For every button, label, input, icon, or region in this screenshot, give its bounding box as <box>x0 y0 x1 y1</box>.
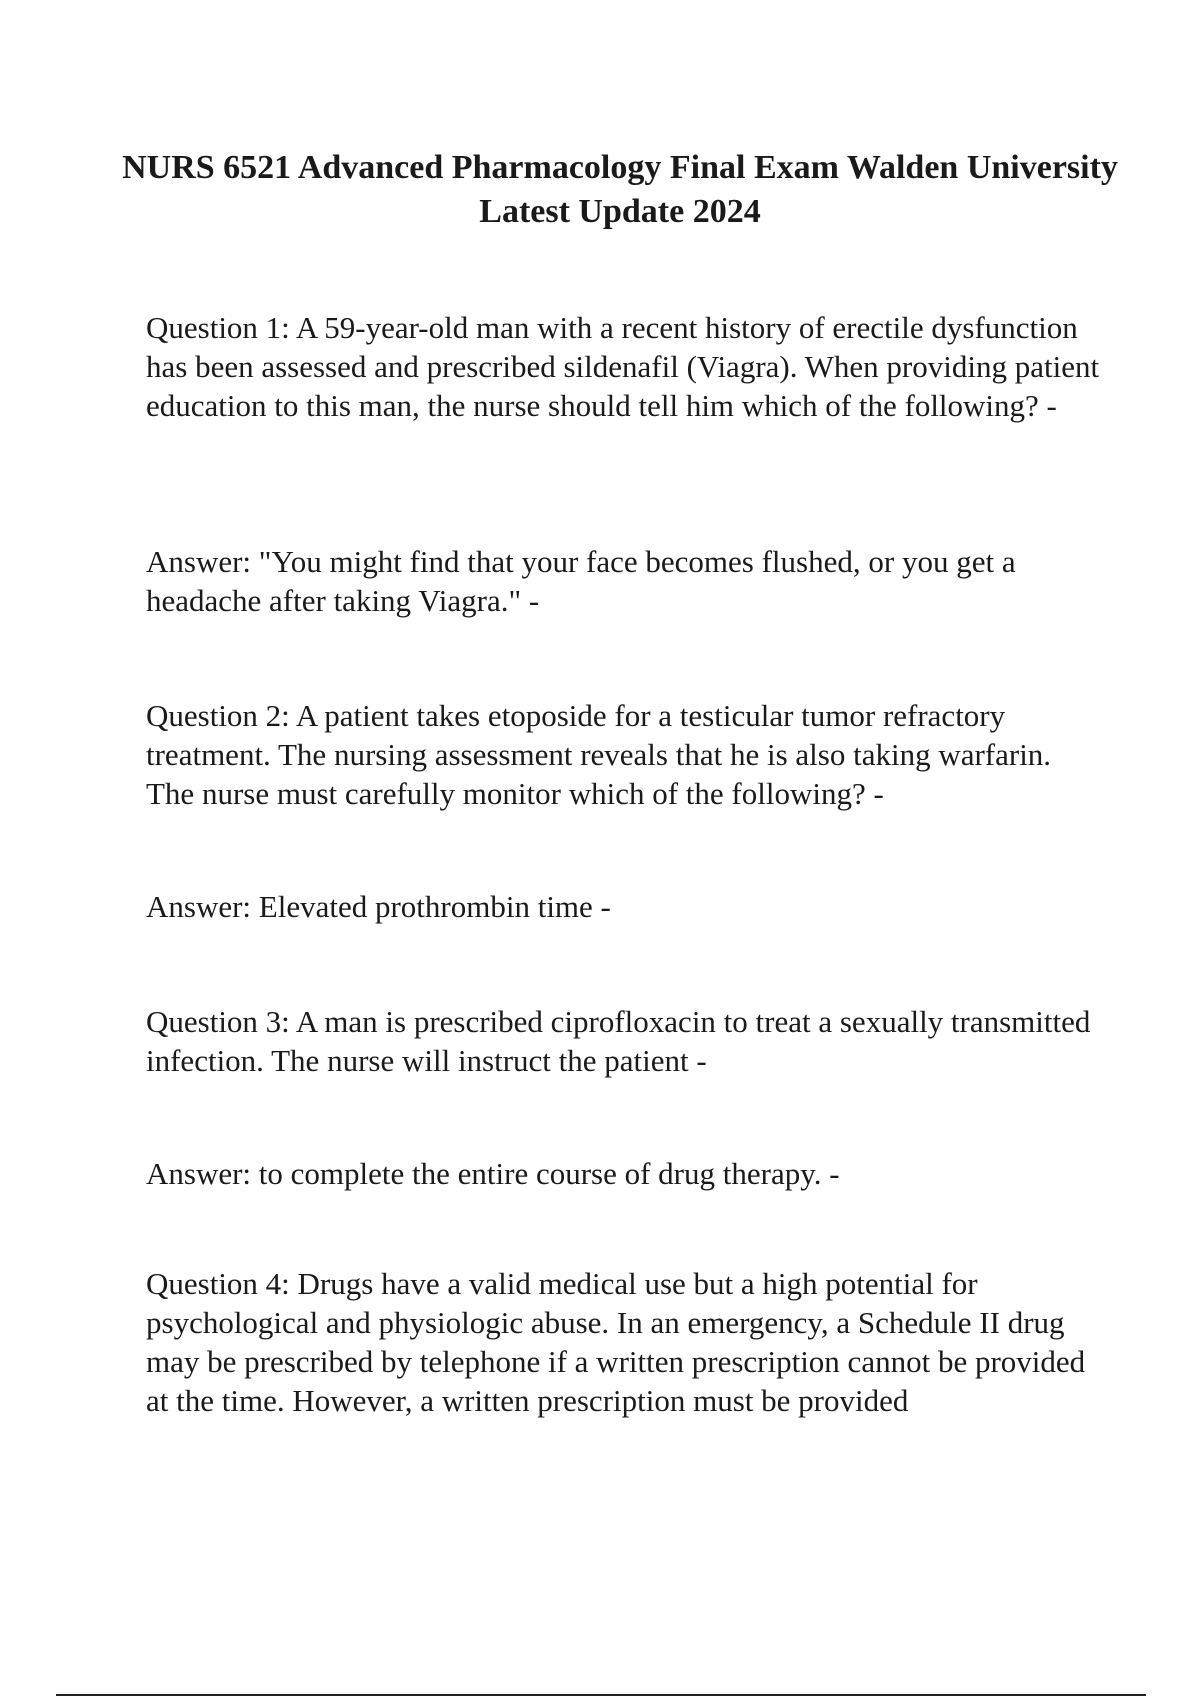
footer-rule <box>56 1694 1146 1696</box>
question-1: Question 1: A 59-year-old man with a recent history of erectile dysfunction has been assessed and prescribed sildenafil (Viagra). When providing patient education to this man, the nurse should tell him which of the following? - <box>146 310 1100 423</box>
answer-1: Answer: "You might find that your face becomes flushed, or you get a headache after taking Viagra." - <box>146 544 1016 618</box>
answer-2: Answer: Elevated prothrombin time - <box>146 889 611 924</box>
question-4: Question 4: Drugs have a valid medical use but a high potential for psychological and physiologic abuse. In an emergency, a Schedule II drug may be prescribed by telephone if a written prescription cannot be provided at the time. However, a written prescription must be provided <box>146 1266 1086 1418</box>
answer-3: Answer: to complete the entire course of drug therapy. - <box>146 1156 840 1191</box>
question-3: Question 3: A man is prescribed ciprofloxacin to treat a sexually transmitted infection. The nurse will instruct the patient - <box>146 1004 1091 1078</box>
question-2: Question 2: A patient takes etoposide for a testicular tumor refractory treatment. The nursing assessment reveals that he is also taking warfarin. The nurse must carefully monitor which of the following? - <box>146 698 1052 811</box>
document-title: NURS 6521 Advanced Pharmacology Final Exam Walden University Latest Update 2024 <box>122 149 1118 230</box>
